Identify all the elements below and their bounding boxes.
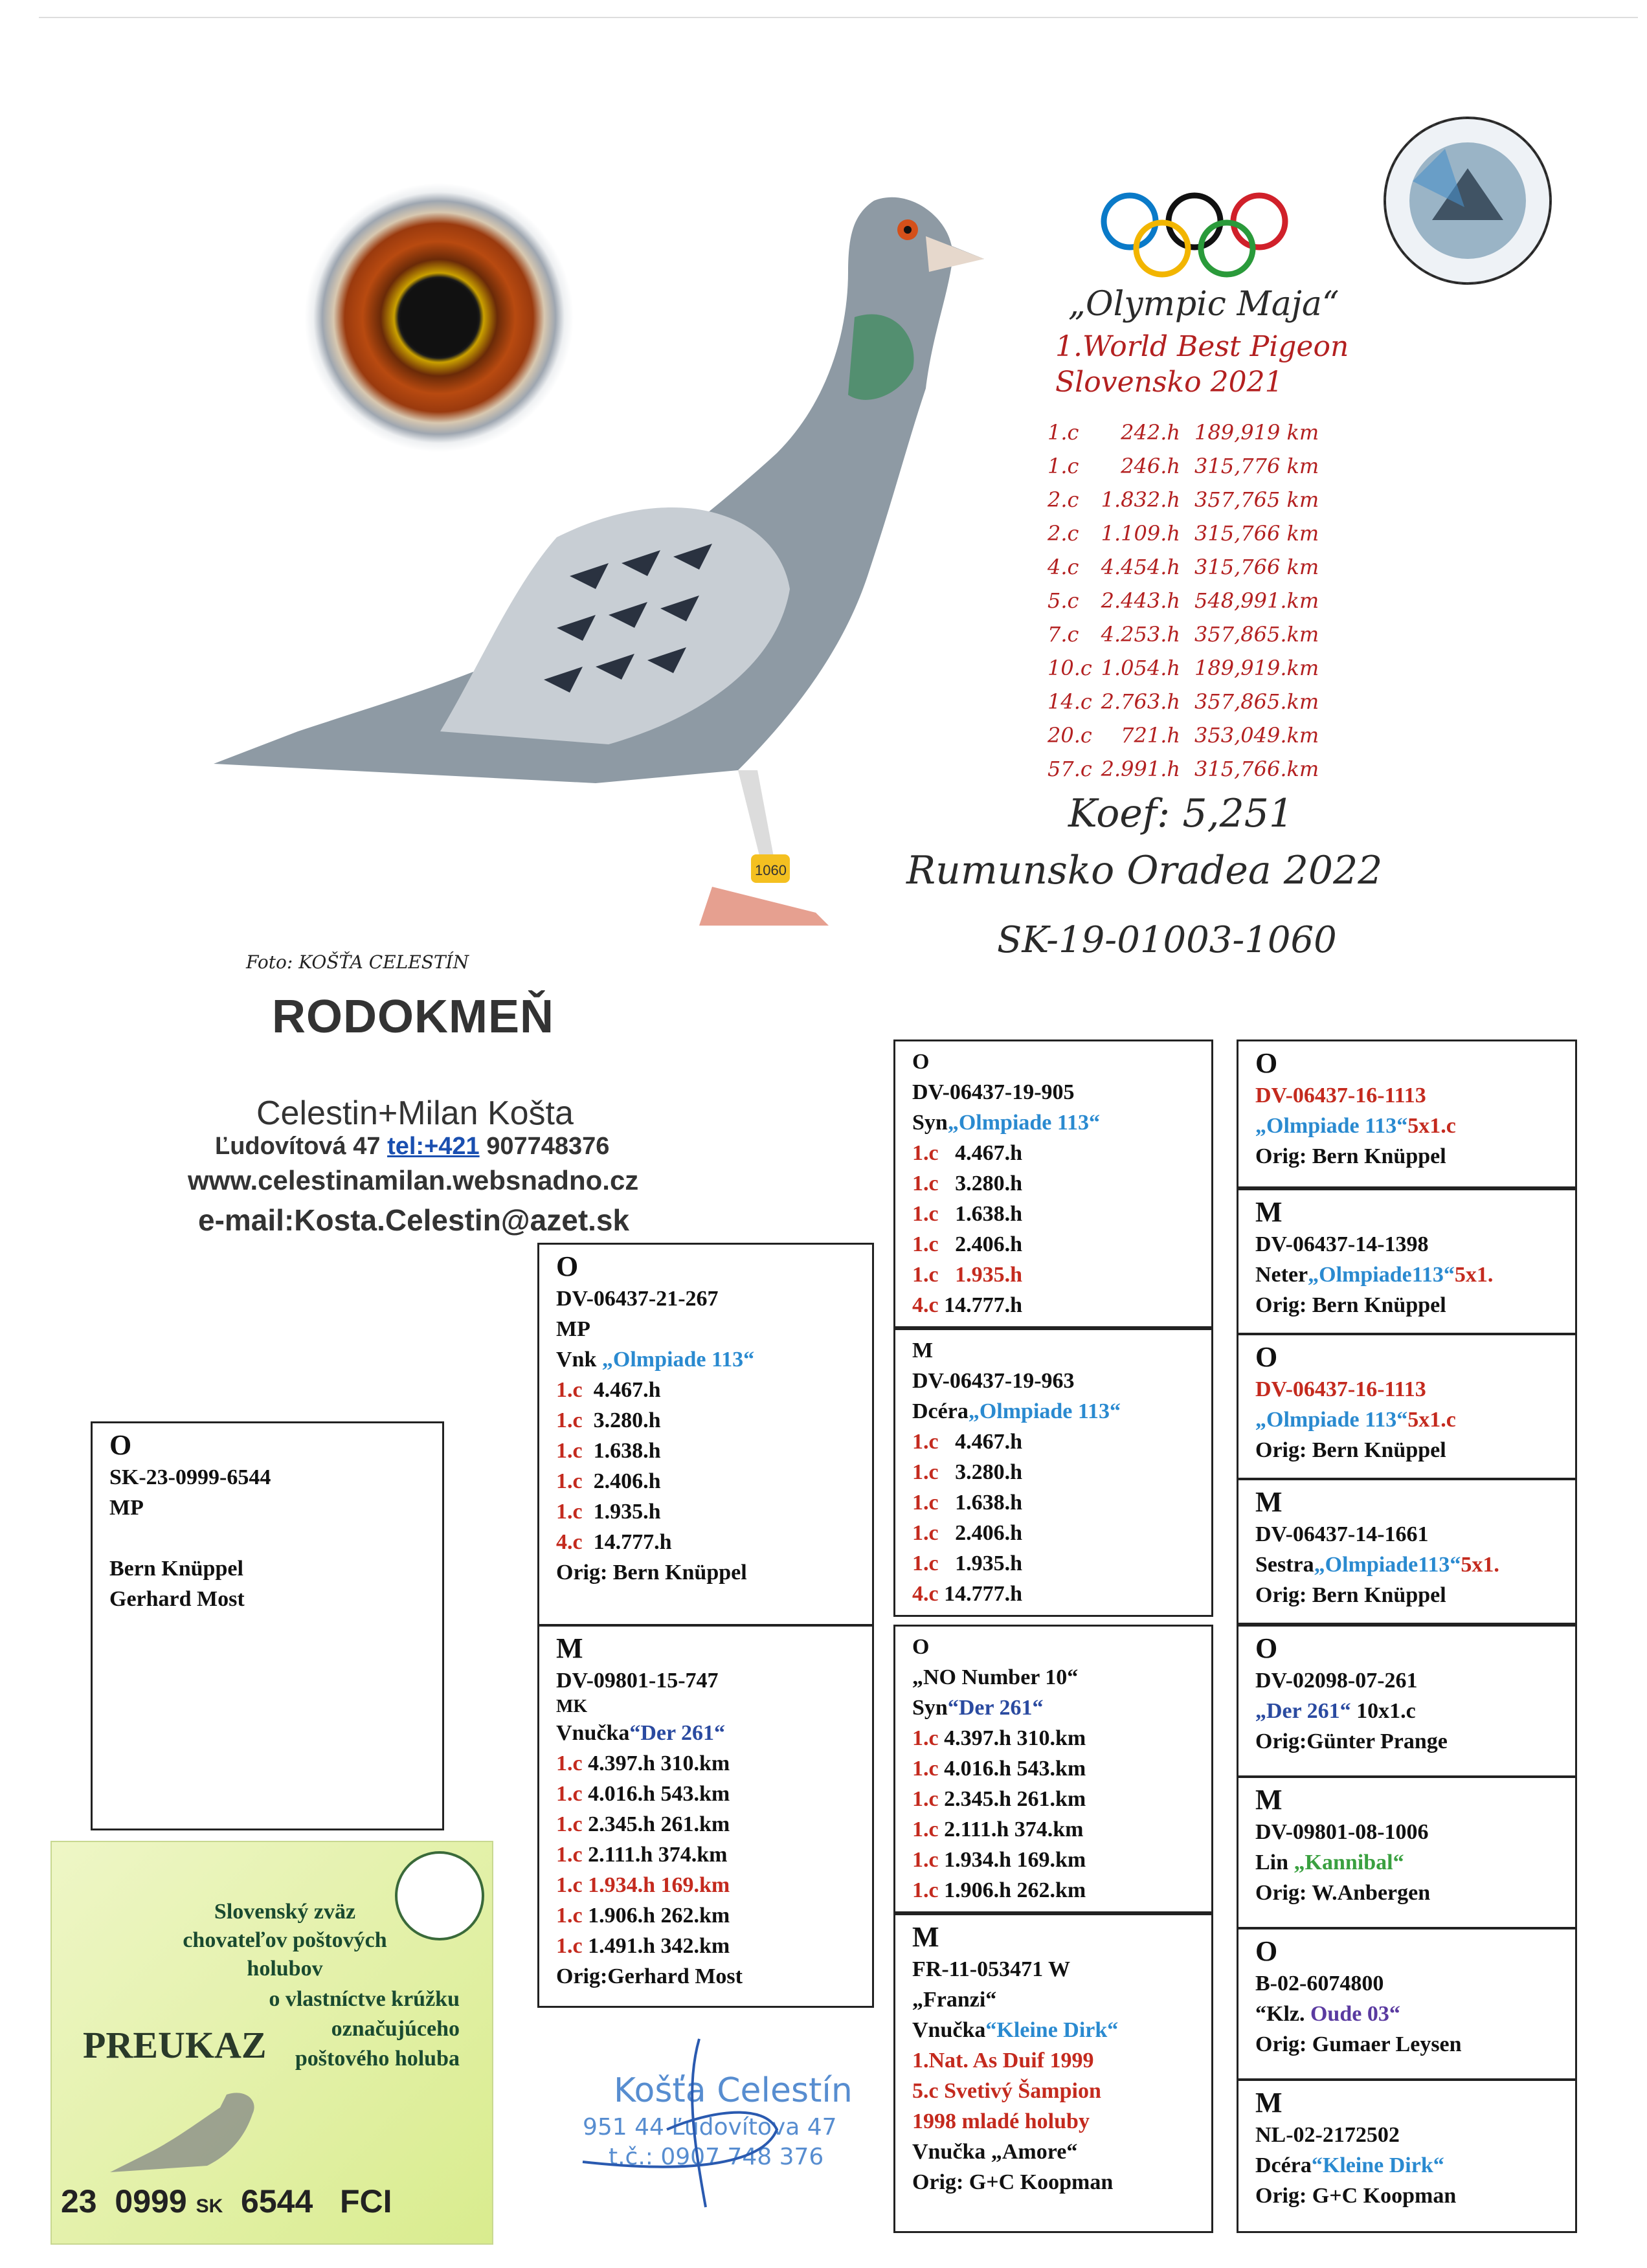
union-name: Slovenský zväz chovateľov poštových holubov: [183, 1900, 387, 1981]
pigeon-name: „Olympic Maja“: [1068, 285, 1339, 324]
result-row: 57.c 2.991.h 315,766.km: [1048, 757, 1319, 781]
pedigree-gg-1: O DV-06437-16-1113 „Olmpiade 113“5x1.c Orig: Bern Knüppel: [1237, 1040, 1577, 1188]
race-name: Rumunsko Oradea 2022: [906, 848, 1383, 893]
signature-mark: [570, 2032, 790, 2214]
result-row: 7.c 4.253.h 357,865.km: [1048, 622, 1319, 647]
card-ring-number: 23 0999 SK 6544 FCI: [61, 2183, 392, 2219]
pedigree-father-dam: M DV-06437-19-963 Dcéra„Olmpiade 113“ 1.c 4.467.h 1.c 3.280.h 1.c 1.638.h 1.c 2.406.h 1.c 1.935.h 4.c 14.777.h: [893, 1328, 1213, 1617]
kosta-pigeons-logo: [1374, 110, 1562, 291]
union-emblem-icon: [395, 1851, 484, 1940]
result-row: 4.c 4.454.h 315,766 km: [1048, 555, 1319, 579]
pedigree-mother-sire: O „NO Number 10“ Syn“Der 261“ 1.c 4.397.h 310.km 1.c 4.016.h 543.km 1.c 2.345.h 261.km 1.c 2.111.h 374.km 1.c 1.934.h 169.km 1.c 1.906.h 262.km: [893, 1625, 1213, 1913]
pedigree-mother-dam: M FR-11-053471 W „Franzi“ Vnučka“Kleine Dirk“ 1.Nat. As Duif 1999 5.c Svetivý Šampion 1998 mladé holuby Vnučka „Amore“ Orig: G+C Koopman: [893, 1913, 1213, 2233]
result-row: 2.c 1.832.h 357,765 km: [1048, 487, 1319, 512]
pedigree-father-sire: O DV-06437-19-905 Syn„Olmpiade 113“ 1.c 4.467.h 1.c 3.280.h 1.c 1.638.h 1.c 2.406.h 1.c 1.935.h 4.c 14.777.h: [893, 1040, 1213, 1328]
pedigree-gg-7: O B-02-6074800 “Klz. Oude 03“ Orig: Gumaer Leysen: [1237, 1928, 1577, 2080]
pedigree-gg-3: O DV-06437-16-1113 „Olmpiade 113“5x1.c Orig: Bern Knüppel: [1237, 1333, 1577, 1480]
pigeon-title-1: 1.World Best Pigeon: [1055, 330, 1349, 363]
result-row: 10.c 1.054.h 189,919.km: [1048, 656, 1319, 680]
result-row: 14.c 2.763.h 357,865.km: [1048, 689, 1319, 714]
pedigree-gg-4: M DV-06437-14-1661 Sestra„Olmpiade113“5x1. Orig: Bern Knüppel: [1237, 1478, 1577, 1625]
owner-website[interactable]: www.celestinamilan.websnadno.cz: [188, 1165, 639, 1195]
top-rule: [39, 17, 1638, 18]
ring-number: SK-19-01003-1060: [997, 919, 1337, 961]
pigeon-title-2: Slovensko 2021: [1055, 366, 1283, 399]
pedigree-mother: M DV-09801-15-747 MK Vnučka“Der 261“ 1.c 4.397.h 310.km 1.c 4.016.h 543.km 1.c 2.345.h 261.km 1.c 2.111.h 374.km 1.c 1.934.h 169.km 1.c 1.906.h 262.km 1.c 1.491.h 342.km Orig:Gerhard Most: [537, 1625, 874, 2008]
ownership-card: [50, 1841, 493, 2245]
owner-email[interactable]: e-mail:Kosta.Celestin@azet.sk: [198, 1203, 630, 1237]
owner-address: Ľudovítová 47 tel:+421 907748376: [215, 1133, 610, 1160]
card-description: o vlastníctve krúžku označujúceho poštového holuba: [269, 1987, 460, 2071]
coefficient: Koef: 5,251: [1068, 791, 1294, 836]
result-row: 5.c 2.443.h 548,991.km: [1048, 588, 1319, 613]
pedigree-father: O DV-06437-21-267 MP Vnk „Olmpiade 113“ 1.c 4.467.h 1.c 3.280.h 1.c 1.638.h 1.c 2.406.h 1.c 1.935.h 4.c 14.777.h Orig: Bern Knüppel: [537, 1243, 874, 1626]
result-list: [1048, 416, 1319, 786]
pedigree-gg-6: M DV-09801-08-1006 Lin „Kannibal“ Orig: W.Anbergen: [1237, 1776, 1577, 1929]
result-row: 1.c 242.h 189,919 km: [1048, 420, 1319, 445]
ring-band-label: 1060: [755, 862, 787, 878]
owner-stamp: Košťa Celestín 951 44 Ľudovítova 47 t.č.: 0907 748 376: [583, 2071, 853, 2170]
phone-link[interactable]: tel:+421: [387, 1133, 480, 1160]
card-title: PREUKAZ: [83, 2024, 267, 2066]
pigeon-silhouette-icon: [97, 2082, 265, 2179]
pedigree-gg-5: O DV-02098-07-261 „Der 261“ 10x1.c Orig:Günter Prange: [1237, 1625, 1577, 1777]
owner-name: Celestin+Milan Košta: [256, 1095, 574, 1132]
pedigree-gg-8: M NL-02-2172502 Dcéra“Kleine Dirk“ Orig: G+C Koopman: [1237, 2079, 1577, 2233]
result-row: 1.c 246.h 315,776 km: [1048, 454, 1319, 478]
pedigree-subject: O SK-23-0999-6544 MP Bern Knüppel Gerhard Most: [91, 1421, 444, 1830]
result-row: 2.c 1.109.h 315,766 km: [1048, 521, 1319, 546]
olympic-rings-icon: [1094, 189, 1295, 280]
photo-credit: Foto: KOŠŤA CELESTÍN: [246, 951, 469, 973]
result-row: 20.c 721.h 353,049.km: [1048, 723, 1319, 748]
page-title: RODOKMEŇ: [272, 991, 554, 1043]
pedigree-gg-2: M DV-06437-14-1398 Neter„Olmpiade113“5x1. Orig: Bern Knüppel: [1237, 1188, 1577, 1335]
